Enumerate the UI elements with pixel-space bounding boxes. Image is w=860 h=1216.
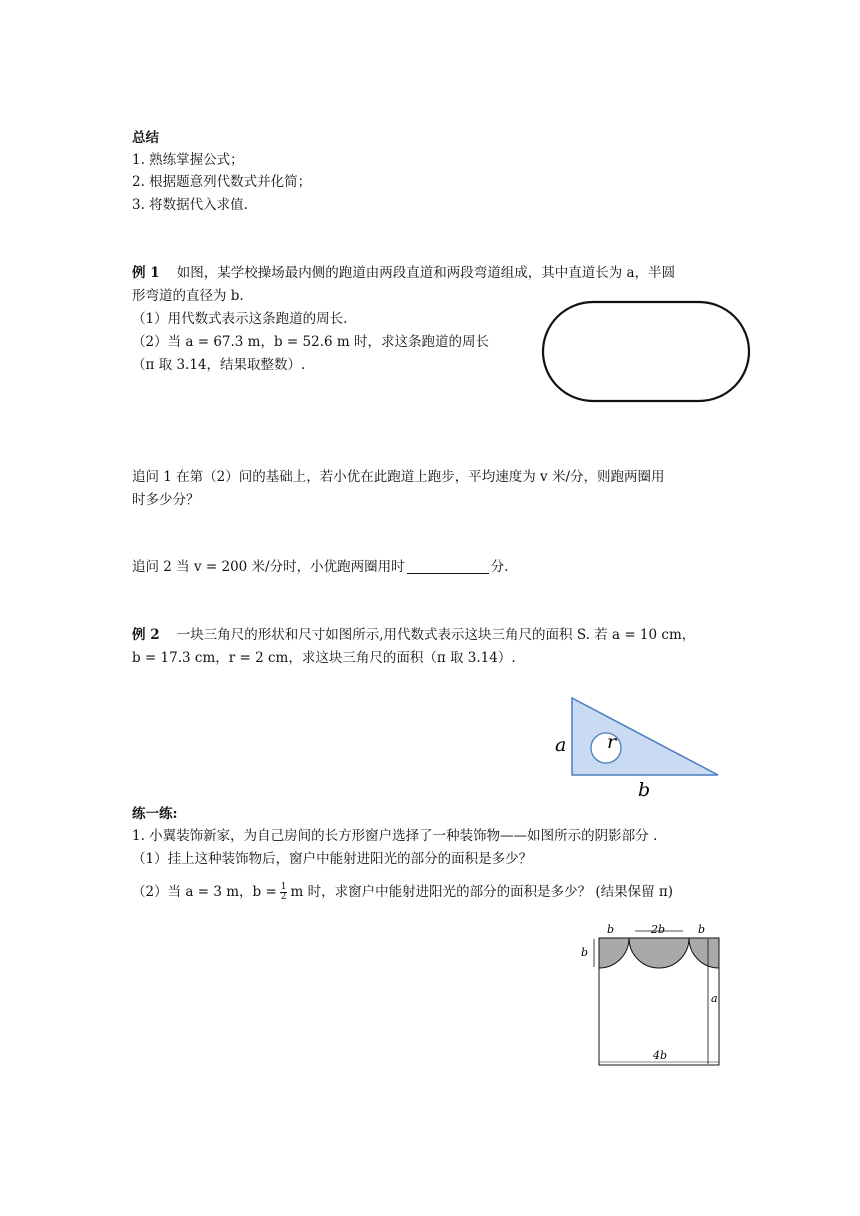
practice-sub2-part2: m 时，求窗户中能射进阳光的部分的面积是多少？ (结果保留 π): [290, 884, 674, 900]
track-figure: [540, 300, 752, 404]
label-b-side: b: [581, 946, 589, 959]
label-r: r: [607, 731, 617, 753]
label-4b: 4b: [653, 1049, 668, 1062]
followup2-text: 追问 2 当 v = 200 米/分时，小优跑两圈用时: [132, 559, 405, 575]
example1-q1: （1）用代数式表示这条跑道的周长.: [132, 311, 348, 327]
triangle-figure: [550, 695, 725, 800]
fraction-denominator: 2: [280, 892, 287, 902]
example2-line2: b = 17.3 cm，r = 2 cm，求这块三角尺的面积（π 取 3.14）.: [132, 650, 516, 666]
fraction-one-half: [280, 883, 288, 902]
track-outline: [543, 302, 749, 401]
example2-line1: [132, 625, 695, 645]
followup1-line2: 时多少分？: [132, 492, 200, 508]
label-b-top-right: b: [698, 923, 706, 936]
summary-item-3: 3. 将数据代入求值.: [132, 197, 248, 213]
label-a: a: [555, 734, 567, 756]
practice-title: 练一练:: [132, 806, 178, 822]
triangle-shape: [572, 698, 718, 775]
label-2b: 2b: [651, 923, 666, 936]
window-figure: [575, 920, 725, 1070]
example1-label: 例 1: [132, 265, 160, 281]
summary-title: 总结: [132, 130, 159, 146]
summary-item-2: 2. 根据题意列代数式并化简；: [132, 174, 312, 190]
example1-q2-cont: （π 取 3.14，结果取整数）.: [132, 357, 306, 373]
practice-sub2: [132, 882, 673, 902]
followup2-unit: 分.: [490, 559, 509, 575]
practice-sub1: （1）挂上这种装饰物后，窗户中能射进阳光的部分的面积是多少？: [132, 851, 533, 867]
example1-line1: [132, 263, 675, 283]
triangle-hole: [591, 733, 621, 763]
followup1-line1: 追问 1 在第（2）问的基础上，若小优在此跑道上跑步，平均速度为 v 米/分，则跑两圈用: [132, 469, 665, 485]
followup2-line: [132, 557, 508, 577]
example1-line2: 形弯道的直径为 b.: [132, 288, 244, 304]
example1-text1: 如图，某学校操场最内侧的跑道由两段直道和两段弯道组成，其中直道长为 a，半圆: [176, 265, 676, 281]
label-a-side: a: [711, 992, 718, 1005]
example2-label: 例 2: [132, 627, 160, 643]
fraction-numerator: 1: [280, 882, 287, 892]
summary-item-1: 1. 熟练掌握公式；: [132, 152, 244, 168]
label-b-top-left: b: [607, 923, 615, 936]
example2-text1: 一块三角尺的形状和尺寸如图所示,用代数式表示这块三角尺的面积 S. 若 a = 10 cm，: [176, 627, 696, 643]
practice-sub2-part1: （2）当 a = 3 m，b =: [132, 884, 277, 900]
answer-blank: [407, 559, 489, 574]
example1-q2: （2）当 a = 67.3 m，b = 52.6 m 时，求这条跑道的周长: [132, 334, 489, 350]
practice-q1: 1. 小翼装饰新家，为自己房间的长方形窗户选择了一种装饰物——如图所示的阴影部分 .: [132, 828, 658, 844]
label-b: b: [638, 779, 651, 801]
